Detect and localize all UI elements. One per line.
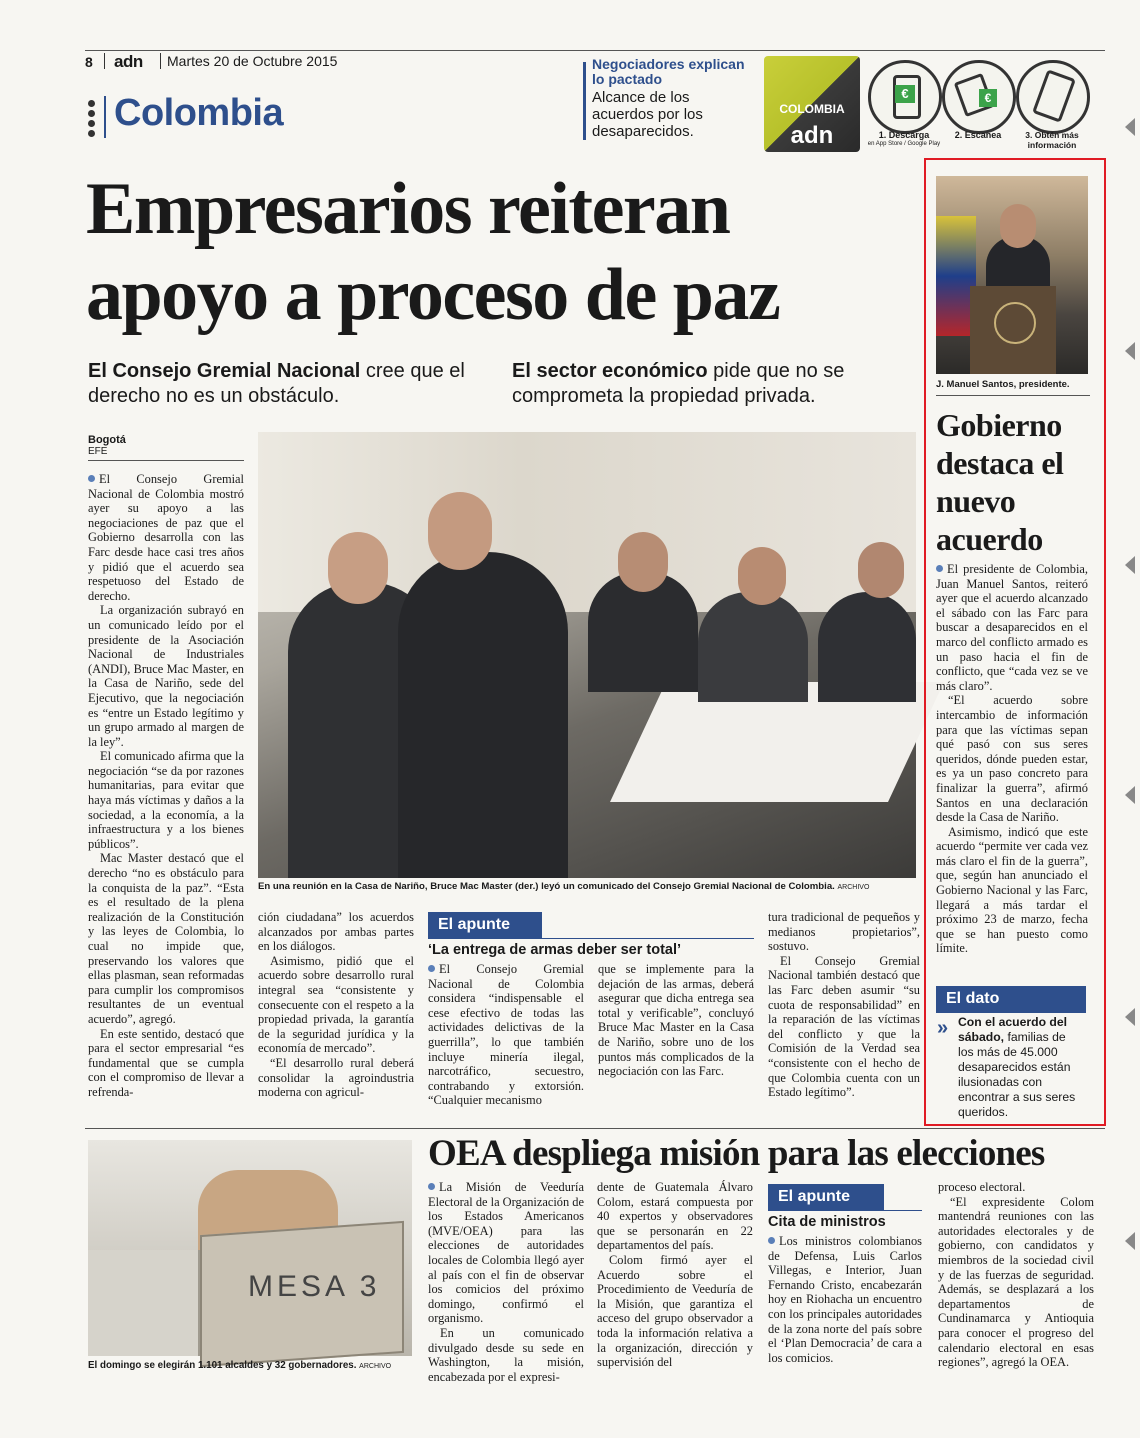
paragraph: Asimismo, pidió que el acuerdo sobre desarrollo rural integral sea “consistente y consecuente con el respeto a la propiedad privada, la garantía de la seguridad jurídica y la economía de mercado”. [258, 953, 414, 1056]
photo-credit: ARCHIVO [837, 884, 870, 891]
scan-icon: € [942, 60, 1016, 134]
bottom-headline: OEA despliega misión para las elecciones [428, 1133, 1045, 1174]
ballot-box-label: MESA 3 [248, 1270, 381, 1303]
paragraph: dente de Guatemala Álvaro Colom, estará compuesta por 40 expertos y observadores que se personarán en 22 departamentos del país. [597, 1180, 753, 1253]
divider [936, 1012, 1086, 1013]
paragraph: “El acuerdo sobre intercambio de información para que las víctimas sepan qué pasó con sus seres queridos, dónde pueden estar, es ya un paso concreto para finalizar la guerra”, afirmó Santos en una declaración desde la Casa de Nariño. [936, 693, 1088, 825]
dato-tab: El dato [936, 986, 1086, 1012]
double-chevron-icon: » [937, 1017, 949, 1039]
brand-logo: adn [114, 52, 143, 71]
paragraph: La Misión de Veeduría Electoral de la Organización de los Estados Americanos (MVE/OEA) para las elecciones de autoridades locales de Colombia llegó ayer al país con el fin de observar los comicios del próximo domingo, confirmó el organismo. [428, 1180, 584, 1326]
dato-text [958, 1015, 1082, 1120]
bullet-icon [768, 1237, 775, 1244]
paragraph: Asimismo, indicó que este acuerdo “permite ver cada vez más claro el fin de la guerra”, que, según han anunciado el Gobierno Nacional y las Farc, llegará a más tardar el próximo 23 de marzo, fecha que se han puesto como límite. [936, 824, 1088, 956]
bottom-col3 [768, 1234, 922, 1365]
bottom-col2 [597, 1180, 753, 1370]
main-headline-line2: apoyo a proceso de paz [86, 254, 780, 336]
scan-marker-icon [1125, 118, 1135, 136]
app-badge-top: COLOMBIA [779, 102, 845, 116]
bottom-col4 [938, 1180, 1094, 1370]
sidebar-body [936, 562, 1088, 956]
step-1-sub: en App Store / Google Play [867, 141, 941, 147]
divider [160, 53, 161, 69]
deck-left-rest: cree que el derecho no es un obstáculo. [88, 360, 465, 407]
bottom-apunte-title: Cita de ministros [768, 1214, 886, 1230]
main-article-col1 [88, 472, 244, 1100]
top-rule [85, 50, 1105, 51]
photo-caption-text: En una reunión en la Casa de Nariño, Bruce Mac Master (der.) leyó un comunicado del Consejo Gremial Nacional de Colombia. [258, 881, 835, 892]
divider [936, 395, 1090, 396]
dato-bold: Con el acuerdo del sábado, [958, 1015, 1068, 1044]
bullet-icon [428, 1183, 435, 1190]
divider [768, 1210, 922, 1211]
dateline: Bogotá [88, 434, 126, 446]
scan-marker-icon [1125, 786, 1135, 804]
paragraph: tura tradicional de pequeños y medianos propietarios”, sostuvo. [768, 910, 920, 954]
bottom-col1 [428, 1180, 584, 1384]
paragraph: El Consejo Gremial Nacional de Colombia considera “indispensable el cese efectivo de todas las actividades delictivas de la guerrilla”, lo que también incluye minería ilegal, narcotráfico, secuestro, contrabando y extorsión. “Cualquier mecanismo [428, 962, 584, 1108]
bottom-apunte-tab: El apunte [768, 1184, 884, 1210]
santos-photo [936, 176, 1088, 374]
phone-download-icon: € [868, 60, 942, 134]
deck-right-bold: El sector económico [512, 360, 708, 382]
paragraph: El presidente de Colombia, Juan Manuel Santos, reiteró ayer que el acuerdo alcanzado el sábado con las Farc para buscar a desaparecidos en el marco del conflicto armado es un paso hacia el fin de conflicto, que “cada vez se ve más claro”. [936, 562, 1088, 693]
promo-rule [583, 62, 586, 140]
promo-title[interactable]: Negociadores explican lo pactado [592, 56, 745, 87]
scan-marker-icon [1125, 342, 1135, 360]
section-title: Colombia [114, 92, 284, 134]
paragraph: Colom firmó ayer el Acuerdo sobre el Procedimiento de Veeduría de la Misión, que garantiza el acceso del grupo observador a toda la información relativa a la organización, dirección y supervisión del [597, 1252, 753, 1370]
dato-rest: familias de los más de 45.000 desaparecidos están ilusionadas con encontrar a sus seres queridos. [958, 1030, 1076, 1119]
step-2-label: 2. Escanea [954, 130, 1002, 140]
app-badge-bottom: adn [790, 122, 834, 149]
bullet-icon [88, 475, 95, 482]
sidebar-headline: Gobierno destaca el nuevo acuerdo [936, 407, 1064, 557]
section-rule [104, 96, 106, 138]
divider [104, 53, 105, 69]
promo-text: Alcance de los acuerdos por los desaparecidos. [592, 89, 703, 140]
bottom-photo-caption-text: El domingo se elegirán 1.101 alcaldes y 32 gobernadores. [88, 1360, 357, 1371]
bottom-photo-credit: ARCHIVO [359, 1363, 392, 1370]
deck-left-bold: El Consejo Gremial Nacional [88, 360, 361, 382]
step-1-label: 1. Descarga [878, 130, 930, 140]
scan-marker-icon [1125, 556, 1135, 574]
sidebar-photo-caption: J. Manuel Santos, presidente. [936, 379, 1070, 390]
apunte-col-a [428, 962, 584, 1108]
step-3-label: 3. Obtén más información [1025, 130, 1079, 150]
app-badge[interactable] [764, 56, 860, 152]
apunte-col-b [598, 962, 754, 1079]
deck-right [512, 359, 917, 409]
paragraph: ción ciudadana” los acuerdos alcanzados por ambas partes en los diálogos. [258, 910, 414, 954]
paragraph: La organización subrayó en un comunicado leído por el presidente de la Asociación Nacional de Industriales (ANDI), Bruce Mac Master, en la Casa de Nariño, sede del Ejecutivo, que la negociación es “entre un Estado legítimo y un grupo armado al margen de la ley”. [88, 603, 244, 749]
main-article-col2 [258, 910, 414, 1100]
main-article-col4 [768, 910, 920, 1100]
main-headline-line1: Empresarios reiteran [86, 168, 730, 250]
section-dots [88, 100, 96, 136]
agency: EFE [88, 446, 108, 457]
divider [428, 938, 754, 939]
paragraph: que se implemente para la dejación de las armas, deberá asegurar que dicha entrega sea total y verificable”, concluyó Bruce Mac Master en la Casa de Nariño, sobre uno de los puntos más complicados de la negociación con las Farc. [598, 962, 754, 1079]
ballot-box-photo [88, 1140, 412, 1356]
paragraph: El Consejo Gremial Nacional también destacó que las Farc deben asumir “su cuota de responsabilidad” en la reparación de las víctimas del conflicto y que la Comisión de la Verdad sea “consistente con el hecho de que Colombia cuenta con un Estado legítimo”. [768, 953, 920, 1100]
paragraph: Los ministros colombianos de Defensa, Luis Carlos Villegas, e Interior, Juan Fernando Cristo, encabezarán hoy en Riohacha un encuentro con los principales autoridades de la zona norte del país sobre el ‘Plan Democracia’ de cara a los comicios. [768, 1234, 922, 1365]
paragraph: El Consejo Gremial Nacional de Colombia mostró ayer su apoyo a las negociaciones de paz que el Gobierno desarrolla con las Farc desde hace casi tres años y pidió que el acuerdo sea respetuoso del Estado de derecho. [88, 472, 244, 603]
page-number: 8 [85, 54, 93, 70]
apunte-title: ‘La entrega de armas deber ser total’ [428, 942, 682, 958]
bottom-photo-caption [88, 1360, 418, 1371]
paragraph: En este sentido, destacó que para el sector empresarial “es fundamental que se cumpla con el compromiso de llevar a refrenda- [88, 1026, 244, 1099]
apunte-tab: El apunte [428, 912, 542, 938]
deck-left [88, 359, 488, 409]
paragraph: “El expresidente Colom mantendrá reuniones con las autoridades electorales y de gobierno, con candidatos y miembros de la sociedad civil y de las fuerzas de seguridad. Además, se desplazará a los departamentos de Cundinamarca y Antioquia para conocer el progreso del calendario electoral en esas regiones”, agregó la OEA. [938, 1194, 1094, 1370]
meeting-photo [258, 432, 916, 878]
divider [85, 1128, 1105, 1129]
issue-date: Martes 20 de Octubre 2015 [167, 53, 338, 69]
scan-marker-icon [1125, 1232, 1135, 1250]
deck-right-rest: pide que no se comprometa la propiedad privada. [512, 360, 845, 407]
phone-info-icon [1016, 60, 1090, 134]
divider [88, 460, 244, 461]
photo-caption [258, 881, 918, 894]
scan-marker-icon [1125, 1008, 1135, 1026]
bullet-icon [936, 565, 943, 572]
paragraph: proceso electoral. [938, 1180, 1026, 1194]
bullet-icon [428, 965, 435, 972]
paragraph: Mac Master destacó que el derecho “no es obstáculo para la conquista de la paz”. “Esta es el resultado de la plena realización de la Constitución y las leyes de Colombia, lo cual no impide que, preservando los valores que ellas plasman, sean reformadas para cumplir los compromisos resultantes de un eventual acuerdo”, agregó. [88, 851, 244, 1026]
paragraph: El comunicado afirma que la negociación “se da por razones humanitarias, para evitar que haya más víctimas y daños a la sociedad, a la economía, a la infraestructura y a los bienes públicos”. [88, 749, 244, 851]
paragraph: “El desarrollo rural deberá consolidar la agroindustria moderna con agricul- [258, 1055, 414, 1100]
main-headline [86, 166, 916, 338]
paragraph: En un comunicado divulgado desde su sede en Washington, la misión, encabezada por el expresi- [428, 1325, 584, 1384]
